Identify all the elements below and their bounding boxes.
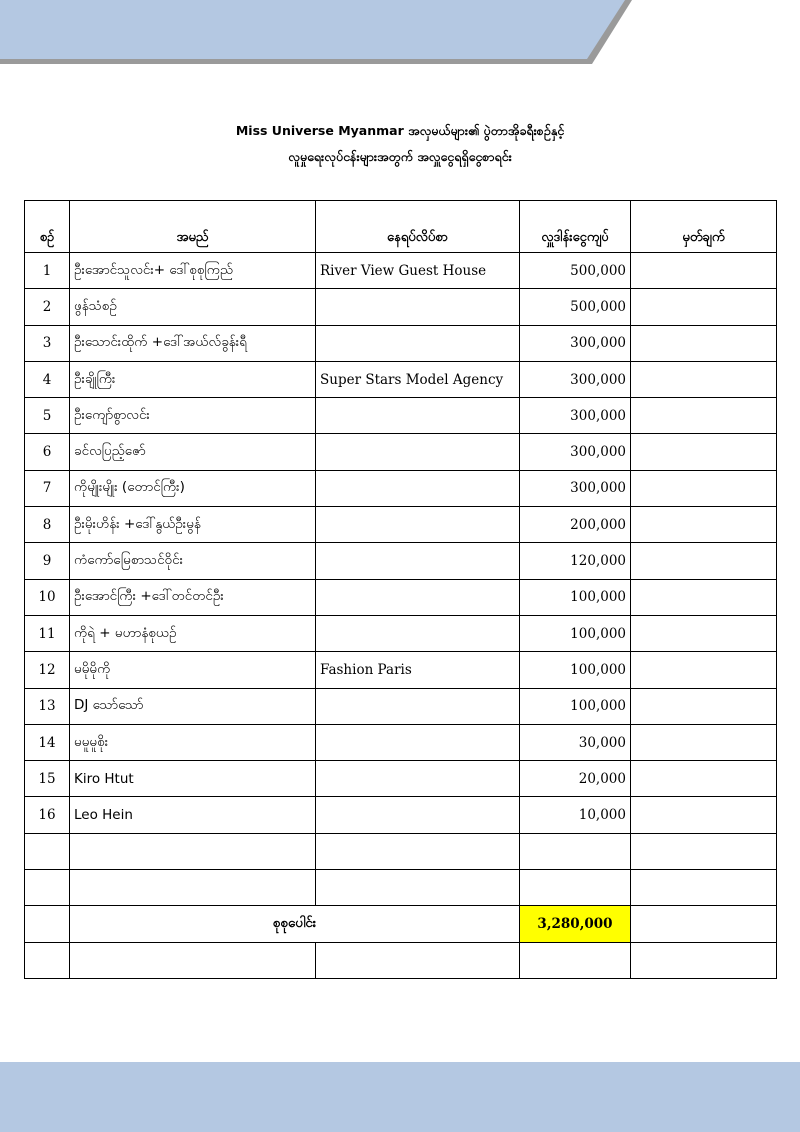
empty-cell <box>520 942 631 978</box>
donor-address <box>316 507 520 543</box>
total-row <box>25 906 777 942</box>
remark-cell <box>631 398 777 434</box>
remark-cell <box>631 724 777 760</box>
donor-name: ကံကော်မြေစာသင်ဝိုင်း <box>70 543 316 579</box>
empty-cell <box>25 833 70 869</box>
table-row <box>25 615 777 651</box>
row-number: 10 <box>25 579 70 615</box>
row-number: 16 <box>25 797 70 833</box>
empty-cell <box>25 942 70 978</box>
donation-amount: 100,000 <box>520 615 631 651</box>
donation-amount: 100,000 <box>520 688 631 724</box>
remark-cell <box>631 543 777 579</box>
donor-address: Fashion Paris <box>316 652 520 688</box>
row-number: 4 <box>25 361 70 397</box>
table-row <box>25 652 777 688</box>
table-row <box>25 470 777 506</box>
empty-cell <box>316 870 520 906</box>
donation-amount: 300,000 <box>520 470 631 506</box>
donor-address <box>316 688 520 724</box>
empty-cell <box>631 942 777 978</box>
donor-address <box>316 761 520 797</box>
donor-address <box>316 470 520 506</box>
table-row <box>25 507 777 543</box>
table-row <box>25 688 777 724</box>
donor-address <box>316 543 520 579</box>
row-number: 5 <box>25 398 70 434</box>
empty-cell <box>631 833 777 869</box>
donor-address <box>316 434 520 470</box>
donation-amount: 300,000 <box>520 398 631 434</box>
row-number: 13 <box>25 688 70 724</box>
remark-cell <box>631 507 777 543</box>
donor-name: Kiro Htut <box>70 761 316 797</box>
document-title <box>0 118 800 170</box>
row-number: 15 <box>25 761 70 797</box>
donor-address <box>316 289 520 325</box>
total-label: စုစုပေါင်း <box>70 906 520 942</box>
column-header-name: အမည် <box>70 201 316 253</box>
donation-amount: 200,000 <box>520 507 631 543</box>
table-row <box>25 761 777 797</box>
remark-cell <box>631 289 777 325</box>
title-line-1: Miss Universe Myanmar အလှမယ်များ၏ ပွဲတာအိုခရီးစဉ်နှင့် <box>235 123 565 138</box>
empty-row <box>25 870 777 906</box>
table-row <box>25 325 777 361</box>
total-amount: 3,280,000 <box>520 906 631 942</box>
donation-amount: 100,000 <box>520 579 631 615</box>
donor-name: ကိုမျိုးမျိုး (တောင်ကြီး) <box>70 470 316 506</box>
table-row <box>25 361 777 397</box>
donor-name: မမိုမိုကို <box>70 652 316 688</box>
table-row <box>25 398 777 434</box>
remark-cell <box>631 579 777 615</box>
empty-cell <box>25 906 70 942</box>
table-row <box>25 543 777 579</box>
donation-table <box>24 200 777 979</box>
table-row <box>25 434 777 470</box>
remark-cell <box>631 361 777 397</box>
donor-name: ဦးအောင်ကြီး +ဒေါ်တင်တင်ဦး <box>70 579 316 615</box>
empty-cell <box>70 942 316 978</box>
donor-name: Leo Hein <box>70 797 316 833</box>
row-number: 9 <box>25 543 70 579</box>
table-row <box>25 289 777 325</box>
remark-cell <box>631 761 777 797</box>
donor-address: Super Stars Model Agency <box>316 361 520 397</box>
bottom-banner-decoration <box>0 1062 800 1132</box>
remark-cell <box>631 253 777 289</box>
row-number: 8 <box>25 507 70 543</box>
remark-cell <box>631 434 777 470</box>
donor-address <box>316 724 520 760</box>
donation-amount: 20,000 <box>520 761 631 797</box>
remark-cell <box>631 615 777 651</box>
row-number: 6 <box>25 434 70 470</box>
remark-cell <box>631 797 777 833</box>
column-header-remark: မှတ်ချက် <box>631 201 777 253</box>
donation-amount: 500,000 <box>520 289 631 325</box>
donation-amount: 300,000 <box>520 434 631 470</box>
donor-address <box>316 797 520 833</box>
row-number: 14 <box>25 724 70 760</box>
remark-cell <box>631 470 777 506</box>
empty-row <box>25 942 777 978</box>
donation-amount: 300,000 <box>520 361 631 397</box>
donation-amount: 10,000 <box>520 797 631 833</box>
empty-cell <box>631 870 777 906</box>
empty-cell <box>25 870 70 906</box>
title-line-2: လူမှုရေးလုပ်ငန်းများအတွက် အလှူငွေရရှိငွေစာရင်း <box>288 149 512 164</box>
donor-name: ခင်လပြည့်ဇော် <box>70 434 316 470</box>
empty-row <box>25 833 777 869</box>
table-row <box>25 579 777 615</box>
row-number: 12 <box>25 652 70 688</box>
column-header-amount: လှူဒါန်းငွေကျပ် <box>520 201 631 253</box>
remark-cell <box>631 325 777 361</box>
empty-cell <box>316 942 520 978</box>
donor-name: DJ သော်သော် <box>70 688 316 724</box>
top-banner-decoration <box>0 0 800 70</box>
table-row <box>25 253 777 289</box>
empty-cell <box>520 833 631 869</box>
table-row <box>25 724 777 760</box>
row-number: 3 <box>25 325 70 361</box>
donation-amount: 120,000 <box>520 543 631 579</box>
donation-amount: 500,000 <box>520 253 631 289</box>
donor-name: ဦးအောင်သူလင်း+ ဒေါ်စုစုကြည် <box>70 253 316 289</box>
donor-address <box>316 615 520 651</box>
row-number: 7 <box>25 470 70 506</box>
remark-cell <box>631 652 777 688</box>
donation-amount: 300,000 <box>520 325 631 361</box>
donor-name: ဦးမိုးဟိန်း +ဒေါ်နွယ်ဦးမွန် <box>70 507 316 543</box>
table-header-row <box>25 201 777 253</box>
empty-cell <box>70 870 316 906</box>
donor-name: ဦးကျော်စွာလင်း <box>70 398 316 434</box>
remark-cell <box>631 688 777 724</box>
donor-address: River View Guest House <box>316 253 520 289</box>
donor-name: ကိုရဲ + မဟာနံစုယဉ် <box>70 615 316 651</box>
row-number: 2 <box>25 289 70 325</box>
column-header-address: နေရပ်လိပ်စာ <box>316 201 520 253</box>
donor-name: ဦးချိုကြီး <box>70 361 316 397</box>
empty-cell <box>631 906 777 942</box>
empty-cell <box>316 833 520 869</box>
donor-address <box>316 579 520 615</box>
empty-cell <box>520 870 631 906</box>
donation-amount: 100,000 <box>520 652 631 688</box>
column-header-no: စဉ် <box>25 201 70 253</box>
donor-address <box>316 325 520 361</box>
table-row <box>25 797 777 833</box>
row-number: 1 <box>25 253 70 289</box>
row-number: 11 <box>25 615 70 651</box>
empty-cell <box>70 833 316 869</box>
donation-amount: 30,000 <box>520 724 631 760</box>
donor-name: ဦးသောင်းထိုက် +ဒေါ်အယ်လ်ခွန်းရီ <box>70 325 316 361</box>
donor-name: ဖွန်သံစဉ် <box>70 289 316 325</box>
donor-name: မမူမူစိုး <box>70 724 316 760</box>
donor-address <box>316 398 520 434</box>
